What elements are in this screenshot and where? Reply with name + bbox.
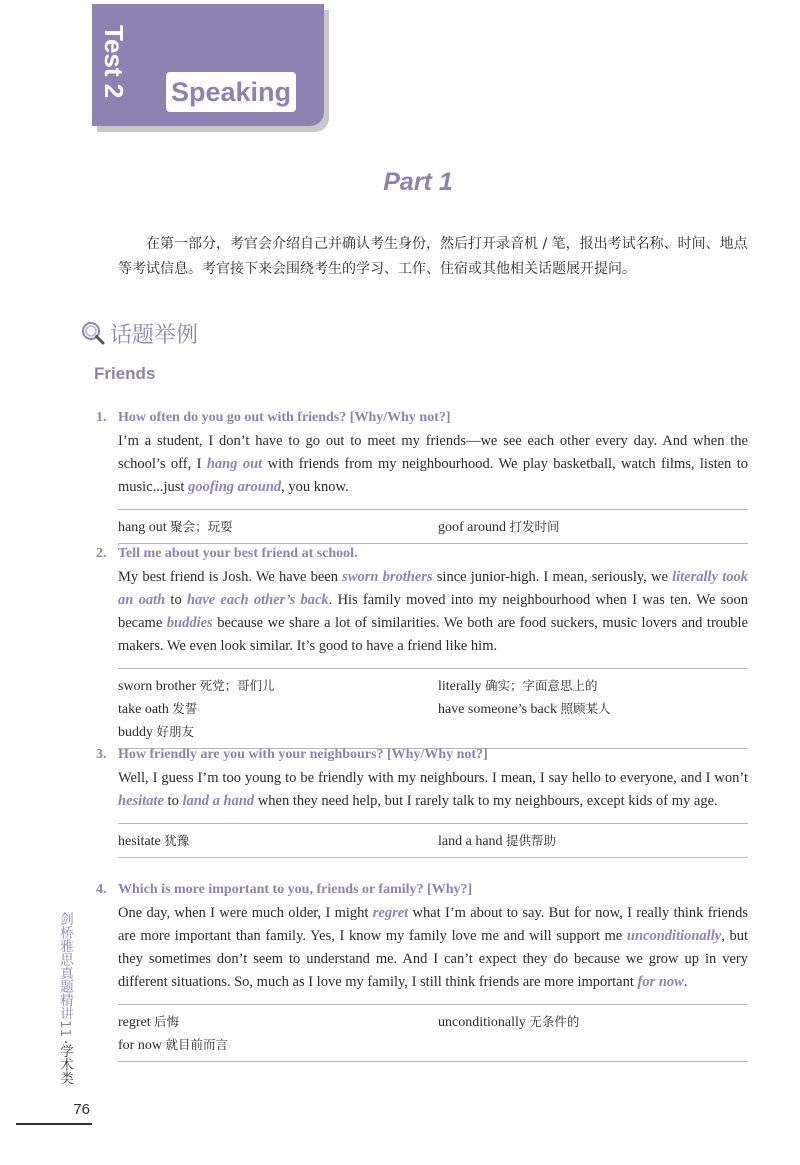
vocab-item	[118, 721, 438, 744]
vocab-meaning: 打发时间	[509, 519, 560, 534]
magnifier-icon	[80, 320, 106, 346]
question-block-2	[96, 544, 748, 749]
question-text: Tell me about your best friend at school.	[118, 546, 358, 561]
vocab-meaning: 后悔	[154, 1014, 180, 1029]
answer-text: My best friend is Josh. We have been	[118, 569, 343, 585]
vocab-item	[118, 516, 438, 539]
vocab-term: for now	[118, 1038, 162, 1053]
vocab-highlight: for now	[637, 974, 684, 990]
question-block-3	[96, 745, 748, 858]
vocab-meaning: 死党；哥们儿	[199, 678, 275, 693]
answer-text: when they need help, but I rarely talk to my neighbours, except kids of my age.	[254, 793, 718, 809]
topics-heading	[80, 316, 198, 350]
vocab-highlight: hang out	[206, 456, 263, 472]
vocab-highlight: sworn brothers	[342, 569, 433, 585]
question-number: 3.	[96, 747, 107, 762]
vocab-term: hesitate	[118, 834, 161, 849]
answer-text: I’m a student, I don’t have to go out to meet my friends—we see each other every day. And when the school’s off, I	[118, 433, 748, 472]
question-number: 4.	[96, 882, 107, 897]
vocab-highlight: regret	[372, 905, 409, 921]
vocab-term: hang out	[118, 520, 167, 535]
answer-text: , you know.	[281, 479, 349, 495]
answer-text: One day, when I were much older, I might	[118, 905, 373, 921]
book-title: 剑桥雅思真题精讲11	[57, 912, 73, 1038]
answer-text: . His family moved into my neighbourhood when I was ten. We soon became	[118, 592, 748, 631]
test-number-label: Test 2	[99, 25, 129, 99]
vocab-item	[118, 830, 438, 853]
answer-paragraph	[118, 430, 748, 499]
vocab-item	[118, 1011, 438, 1034]
vocab-item	[438, 516, 748, 539]
vocab-highlight: land a hand	[182, 793, 255, 809]
topics-heading-label: 话题举例	[110, 322, 199, 348]
question-line	[96, 408, 748, 428]
answer-paragraph	[118, 566, 748, 658]
vocab-highlight: literally took an oath	[118, 569, 748, 608]
answer-paragraph	[118, 767, 748, 813]
vocab-item	[438, 698, 748, 721]
vocab-item	[438, 830, 748, 853]
question-number: 2.	[96, 546, 107, 561]
answer-text: , but they sometimes don’t seem to understand me. And I can’t expect they do because we grow up in very different situations. So, much as I love my family, I still think friends are more important	[118, 928, 748, 990]
vocab-meaning: 提供帮助	[506, 833, 557, 848]
question-text: How often do you go out with friends? [Why/Why not?]	[118, 410, 451, 425]
question-line	[96, 880, 748, 900]
answer-text: to	[165, 592, 187, 608]
page-number-rule	[16, 1123, 92, 1125]
vocab-box	[118, 509, 748, 544]
answer-text: what I’m about to say. But for now, I really think friends are more important than family. Yes, I know my family love me and will support me	[118, 905, 748, 944]
vocab-item	[118, 675, 438, 698]
vocab-item	[118, 698, 438, 721]
answer-text: because we share a lot of similarities. We both are food suckers, music lovers and trouble makers. We even look similar. It’s good to have a friend like him.	[118, 615, 748, 654]
part-title: Part 1	[383, 168, 453, 196]
intro-paragraph: 在第一部分，考官会介绍自己并确认考生身份，然后打开录音机 / 笔，报出考试名称、时间、地点等考试信息。考官接下来会围绕考生的学习、工作、住宿或其他相关话题展开提问。	[118, 236, 748, 277]
answer-text: with friends from my neighbourhood. We play basketball, watch films, listen to music...just	[118, 456, 748, 495]
vocab-term: goof around	[438, 520, 507, 535]
book-type	[56, 1040, 74, 1085]
vocab-highlight: unconditionally	[626, 928, 722, 944]
answer-paragraph	[118, 902, 748, 994]
question-line	[96, 745, 748, 765]
question-block-1	[96, 408, 748, 544]
vocab-box	[118, 1004, 748, 1062]
vocab-box	[118, 668, 748, 749]
vocab-meaning: 无条件的	[529, 1014, 580, 1029]
vocab-term: buddy	[118, 725, 153, 740]
topic-title: Friends	[94, 364, 156, 383]
vocab-item	[118, 1034, 438, 1057]
vocab-meaning: 发誓	[172, 701, 198, 716]
question-number: 1.	[96, 410, 107, 425]
book-type-label: 学术类	[57, 1044, 73, 1085]
page-number: 76	[73, 1101, 90, 1118]
vocab-highlight: goofing around	[188, 479, 282, 495]
vocab-term: have someone’s back	[438, 702, 557, 717]
vocab-item	[438, 1034, 748, 1057]
vocab-term: literally	[438, 679, 482, 694]
section-label: Speaking	[166, 72, 296, 112]
answer-text: since junior-high. I mean, seriously, we	[432, 569, 673, 585]
vocab-meaning: 好朋友	[156, 724, 195, 739]
answer-text: Well, I guess I’m too young to be friendly with my neighbours. I mean, I say hello to everyone, and I won’t	[118, 770, 748, 786]
title-separator: ·	[57, 1040, 73, 1045]
answer-text: to	[163, 793, 183, 809]
vocab-meaning: 确实；字面意思上的	[485, 678, 598, 693]
vocab-highlight: buddies	[166, 615, 213, 631]
vocab-highlight: hesitate	[118, 793, 164, 809]
vocab-term: regret	[118, 1015, 151, 1030]
question-block-4	[96, 880, 748, 1062]
question-line	[96, 544, 748, 564]
vocab-term: take oath	[118, 702, 169, 717]
vocab-item	[438, 721, 748, 744]
vocab-meaning: 就目前而言	[165, 1037, 228, 1052]
question-text: How friendly are you with your neighbours? [Why/Why not?]	[118, 747, 488, 762]
vocab-meaning: 照顾某人	[560, 701, 611, 716]
vocab-box	[118, 823, 748, 858]
answer-text: .	[683, 974, 688, 990]
vocab-term: unconditionally	[438, 1015, 526, 1030]
vocab-term: land a hand	[438, 834, 503, 849]
vocab-highlight: have each other’s back	[186, 592, 329, 608]
vocab-term: sworn brother	[118, 679, 197, 694]
vocab-item	[438, 675, 748, 698]
question-text: Which is more important to you, friends or family? [Why?]	[118, 882, 473, 897]
vocab-meaning: 犹豫	[164, 833, 190, 848]
vocab-meaning: 聚会；玩耍	[170, 519, 233, 534]
vocab-item	[438, 1011, 748, 1034]
